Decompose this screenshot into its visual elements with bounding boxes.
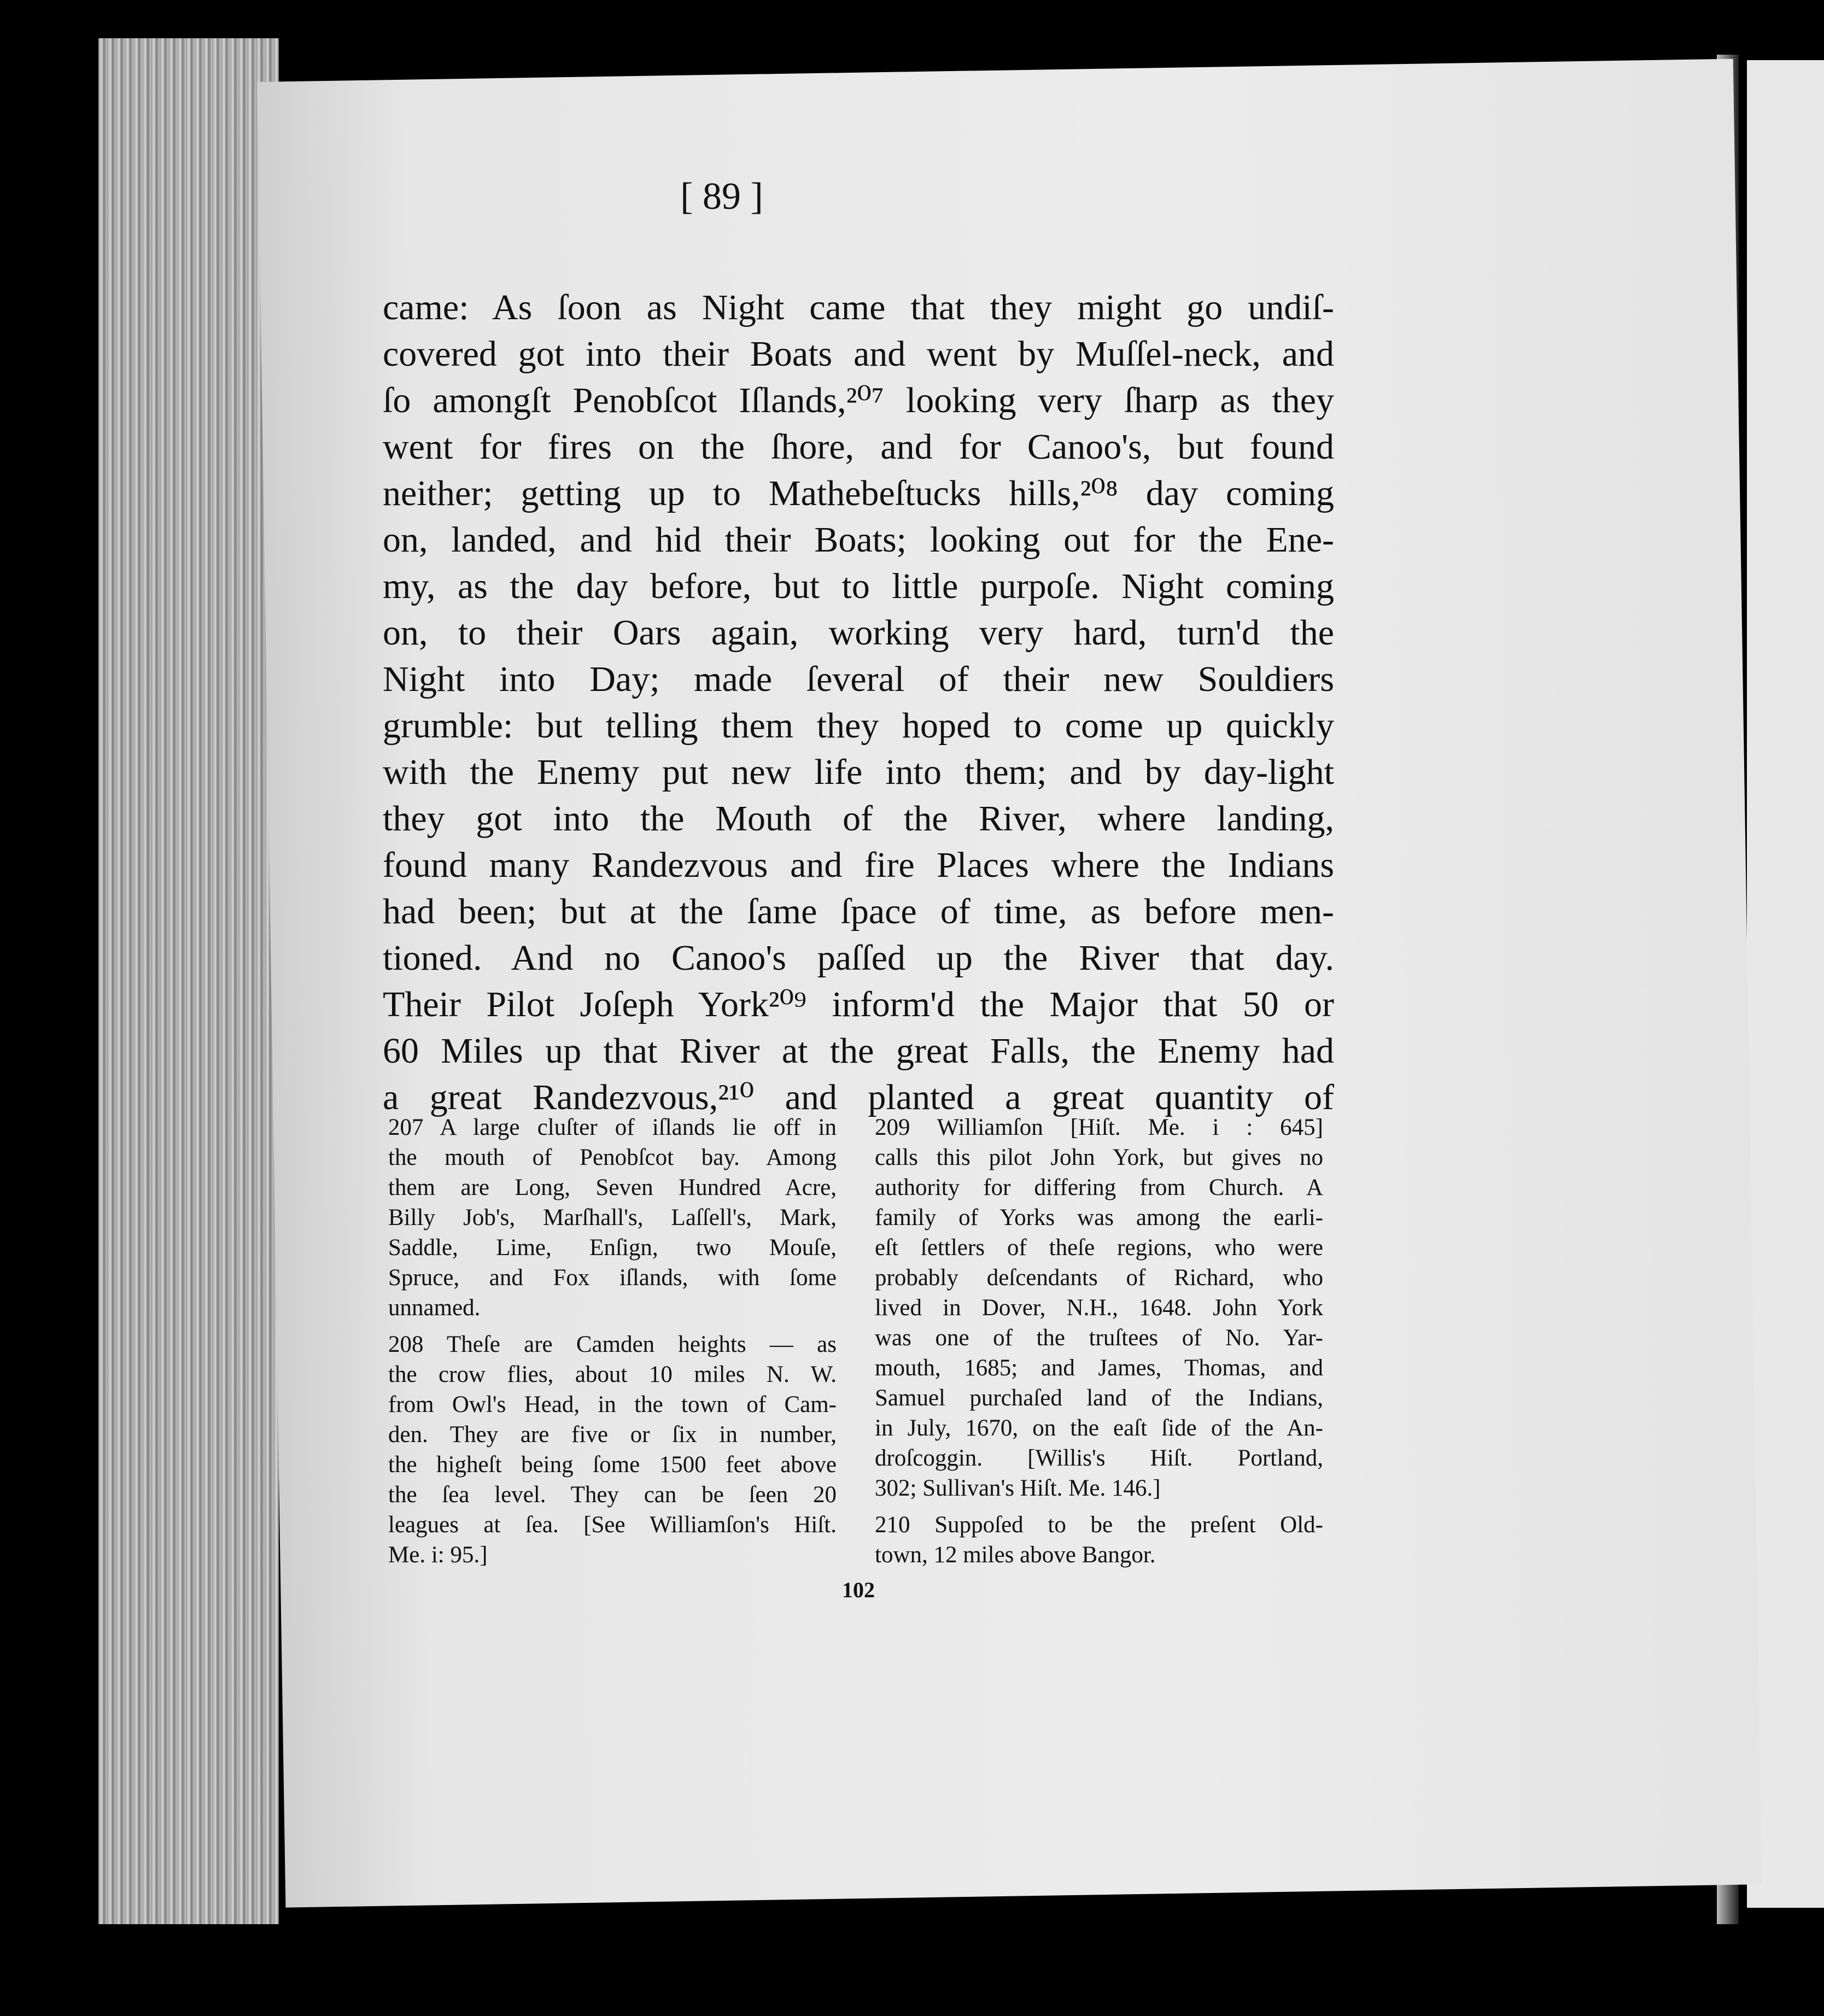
footnote-line: the mouth of Penobſcot bay. Among	[388, 1145, 837, 1170]
footnote-line: eſt ſettlers of theſe regions, who were	[875, 1235, 1323, 1261]
text-line: 60 Miles up that River at the great Falls, the Enemy had	[383, 1031, 1334, 1071]
text-line: they got into the Mouth of the River, where landing,	[383, 799, 1334, 839]
text-line: with the Enemy put new life into them; and by day-light	[383, 752, 1334, 792]
footnotes-right-column	[875, 1112, 1323, 1570]
footnote-line: authority for differing from Church. A	[875, 1175, 1323, 1200]
text-line: grumble: but telling them they hoped to come up quickly	[383, 706, 1334, 746]
footnote-line: from Owl's Head, in the town of Cam-	[388, 1392, 837, 1417]
footnote-line: Spruce, and Fox iſlands, with ſome	[388, 1265, 837, 1291]
text-line: on, to their Oars again, working very hard, turn'd the	[383, 613, 1334, 653]
page-number: [ 89 ]	[680, 175, 763, 218]
text-line: tioned. And no Canoo's paſſed up the River that day.	[383, 938, 1334, 978]
footnote-line: droſcoggin. [Willis's Hiſt. Portland,	[875, 1445, 1323, 1471]
text-line: on, landed, and hid their Boats; looking out for the Ene-	[383, 520, 1334, 560]
footnote-line: unnamed.	[388, 1295, 481, 1321]
footnote-line: the ſea level. They can be ſeen 20	[388, 1482, 837, 1508]
text-line: Night into Day; made ſeveral of their new Souldiers	[383, 659, 1334, 699]
footnote-line: them are Long, Seven Hundred Acre,	[388, 1175, 837, 1200]
footnote-line: in July, 1670, on the eaſt ſide of the An-	[875, 1415, 1323, 1441]
text-line: found many Randezvous and fire Places where the Indians	[383, 845, 1334, 885]
footnote-line: leagues at ſea. [See Williamſon's Hiſt.	[388, 1512, 837, 1538]
footnote-line: Me. i: 95.]	[388, 1542, 488, 1568]
footnote-line: family of Yorks was among the earli-	[875, 1205, 1323, 1230]
footnote-line: den. They are five or ſix in number,	[388, 1422, 837, 1447]
footnote-line: Saddle, Lime, Enſign, two Mouſe,	[388, 1235, 837, 1261]
footnote-line: 210 Suppoſed to be the preſent Old-	[875, 1512, 1323, 1538]
footnote-line: calls this pilot John York, but gives no	[875, 1145, 1323, 1170]
footnote-line: mouth, 1685; and James, Thomas, and	[875, 1355, 1323, 1381]
text-line: came: As ſoon as Night came that they might go undiſ-	[383, 288, 1334, 327]
footnote-line: probably deſcendants of Richard, who	[875, 1265, 1323, 1291]
footnotes-left-column	[388, 1112, 837, 1570]
footnote-line: town, 12 miles above Bangor.	[875, 1542, 1156, 1568]
text-line: ſo amongſt Penobſcot Iſlands,²⁰⁷ looking very ſharp as they	[383, 380, 1334, 420]
facing-page-edge	[1747, 60, 1824, 1908]
text-line: my, as the day before, but to little purpoſe. Night coming	[383, 566, 1334, 606]
text-line: went for fires on the ſhore, and for Canoo's, but found	[383, 427, 1334, 467]
text-line: neither; getting up to Mathebeſtucks hills,²⁰⁸ day coming	[383, 473, 1334, 513]
text-line: had been; but at the ſame ſpace of time, as before men-	[383, 892, 1334, 931]
footnote-line: lived in Dover, N.H., 1648. John York	[875, 1295, 1323, 1321]
text-line: a great Randezvous,²¹⁰ and planted a great quantity of	[383, 1077, 1334, 1117]
footnote-line: 208 Theſe are Camden heights — as	[388, 1332, 837, 1357]
text-line: Their Pilot Joſeph York²⁰⁹ inform'd the Major that 50 or	[383, 984, 1334, 1024]
footnote-line: was one of the truſtees of No. Yar-	[875, 1325, 1323, 1351]
footnote-line: 302; Sullivan's Hiſt. Me. 146.]	[875, 1475, 1161, 1501]
signature-mark: 102	[842, 1578, 875, 1602]
footnote-line: Billy Job's, Marſhall's, Laſſell's, Mark,	[388, 1205, 837, 1230]
book-fore-edge	[98, 38, 279, 1924]
main-text	[383, 284, 1334, 1121]
text-line: covered got into their Boats and went by Muſſel-neck, and	[383, 334, 1334, 374]
footnote-line: 207 A large cluſter of iſlands lie off in	[388, 1115, 837, 1140]
footnote-line: the higheſt being ſome 1500 feet above	[388, 1452, 837, 1478]
footnote-line: Samuel purchaſed land of the Indians,	[875, 1385, 1323, 1411]
footnote-line: 209 Williamſon [Hiſt. Me. i : 645]	[875, 1115, 1323, 1140]
footnote-line: the crow flies, about 10 miles N. W.	[388, 1362, 837, 1387]
